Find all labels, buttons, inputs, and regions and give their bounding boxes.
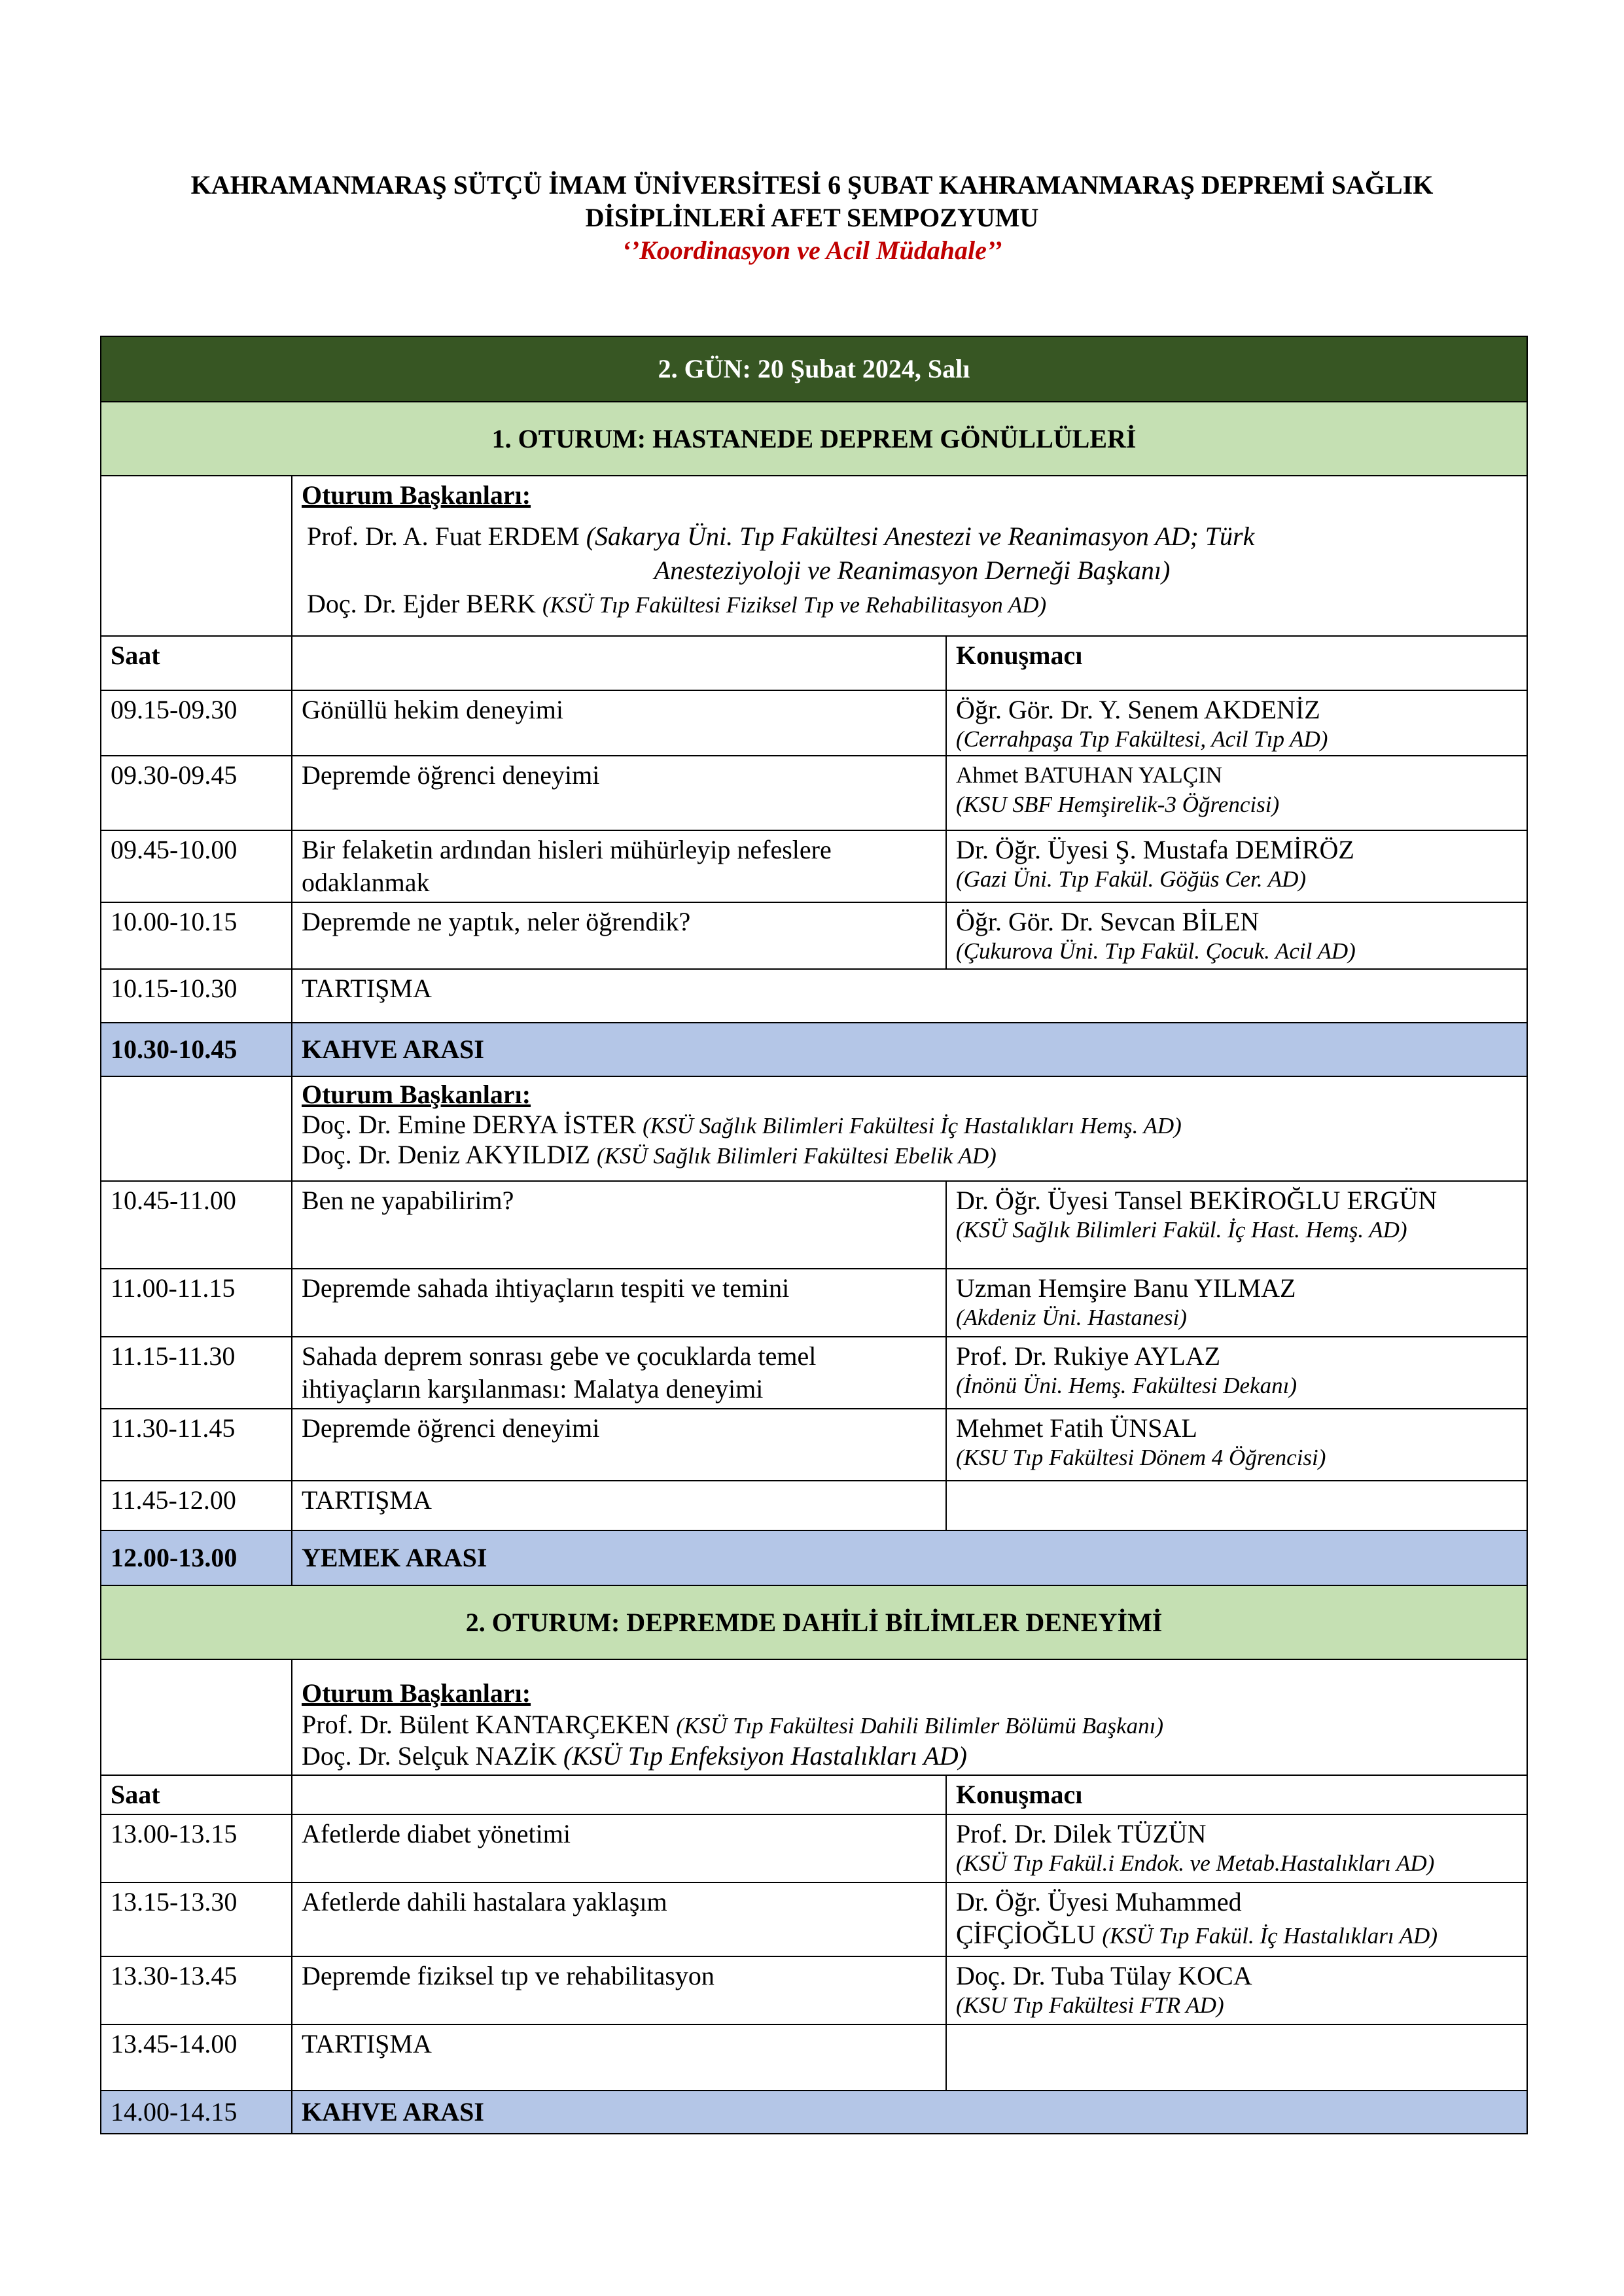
speaker-name: Öğr. Gör. Dr. Y. Senem AKDENİZ [956, 695, 1320, 724]
topic-cell: Bir felaketin ardından hisleri mühürleyip nefeslere odaklanmak [292, 830, 946, 902]
time-cell: 11.30-11.45 [101, 1409, 292, 1481]
time-cell: 13.45-14.00 [101, 2024, 292, 2091]
speaker-inst: (KSÜ Sağlık Bilimleri Fakül. İç Hast. Hemş. AD) [956, 1217, 1407, 1243]
discussion-label: TARTIŞMA [292, 2024, 946, 2091]
time-cell: 13.00-13.15 [101, 1814, 292, 1882]
time-cell: 09.45-10.00 [101, 830, 292, 902]
chair-2 [302, 1140, 1517, 1170]
chairs-cell [292, 1076, 1527, 1181]
speaker-inst: (KSÜ Tıp Fakül.i Endok. ve Metab.Hastalıkları AD) [956, 1850, 1435, 1876]
table-row [101, 1814, 1527, 1882]
coffee-break-row [101, 2091, 1527, 2134]
time-cell: 10.30-10.45 [101, 1023, 292, 1076]
empty-cell [946, 1481, 1527, 1530]
chairs-label: Oturum Başkanları: [302, 480, 531, 510]
col-time-header: Saat [101, 636, 292, 690]
chair-name: Doç. Dr. Deniz AKYILDIZ [302, 1140, 590, 1169]
column-header-row [101, 1775, 1527, 1814]
chair-2 [302, 1740, 1517, 1772]
topic-cell: Depremde ne yaptık, neler öğrendik? [292, 902, 946, 969]
column-header-row [101, 636, 1527, 690]
time-cell: 12.00-13.00 [101, 1530, 292, 1585]
speaker-name: Prof. Dr. Dilek TÜZÜN [956, 1819, 1207, 1848]
time-cell: 10.45-11.00 [101, 1181, 292, 1269]
empty-cell [292, 636, 946, 690]
speaker-inst: (Akdeniz Üni. Hastanesi) [956, 1305, 1187, 1330]
speaker-name: Dr. Öğr. Üyesi Ş. Mustafa DEMİRÖZ [956, 835, 1354, 864]
title-line-2: DİSİPLİNLERİ AFET SEMPOZYUMU [585, 203, 1039, 232]
table-row [101, 902, 1527, 969]
speaker-cell [946, 1269, 1527, 1337]
subtitle: ‘’Koordinasyon ve Acil Müdahale’’ [622, 236, 1002, 265]
chair-name: Prof. Dr. Bülent KANTARÇEKEN [302, 1710, 670, 1739]
chairs-label: Oturum Başkanları: [302, 1080, 531, 1109]
discussion-row [101, 969, 1527, 1023]
topic-cell: Depremde fiziksel tıp ve rehabilitasyon [292, 1956, 946, 2024]
table-row [101, 1882, 1527, 1956]
discussion-label: TARTIŞMA [292, 969, 1527, 1023]
col-speaker-header: Konuşmacı [946, 1775, 1527, 1814]
col-time-header: Saat [101, 1775, 292, 1814]
speaker-inst: (İnönü Üni. Hemş. Fakültesi Dekanı) [956, 1373, 1297, 1398]
lunch-break-row [101, 1530, 1527, 1585]
time-cell: 13.15-13.30 [101, 1882, 292, 1956]
topic-cell: Depremde öğrenci deneyimi [292, 756, 946, 830]
empty-cell [292, 1775, 946, 1814]
break-label: YEMEK ARASI [292, 1530, 1527, 1585]
speaker-cell [946, 1956, 1527, 2024]
table-row [101, 1409, 1527, 1481]
speaker-name: Prof. Dr. Rukiye AYLAZ [956, 1341, 1221, 1371]
session-1-chairs-row [101, 476, 1527, 636]
chairs-cell [292, 476, 1527, 636]
topic-cell: Depremde sahada ihtiyaçların tespiti ve temini [292, 1269, 946, 1337]
topic-cell: Afetlerde diabet yönetimi [292, 1814, 946, 1882]
chair-inst: (KSÜ Sağlık Bilimleri Fakültesi İç Hastalıkları Hemş. AD) [643, 1113, 1182, 1139]
col-speaker-header: Konuşmacı [946, 636, 1527, 690]
session-2-chairs-row [101, 1659, 1527, 1775]
title-line-1: KAHRAMANMARAŞ SÜTÇÜ İMAM ÜNİVERSİTESİ 6 ŞUBAT KAHRAMANMARAŞ DEPREMİ SAĞLIK [190, 170, 1434, 200]
chair-inst: (Sakarya Üni. Tıp Fakültesi Anestezi ve Reanimasyon AD; Türk [586, 521, 1255, 551]
topic-cell: Gönüllü hekim deneyimi [292, 690, 946, 756]
topic-cell: Ben ne yapabilirim? [292, 1181, 946, 1269]
session-2-title: 2. OTURUM: DEPREMDE DAHİLİ BİLİMLER DENEYİMİ [101, 1585, 1527, 1659]
speaker-cell [946, 1337, 1527, 1409]
chair-name: Prof. Dr. A. Fuat ERDEM [307, 521, 580, 551]
topic-cell: Sahada deprem sonrası gebe ve çocuklarda temel ihtiyaçların karşılanması: Malatya deneyimi [292, 1337, 946, 1409]
chair-name: Doç. Dr. Selçuk NAZİK [302, 1741, 557, 1771]
chair-inst: (KSÜ Tıp Enfeksiyon Hastalıkları AD) [563, 1741, 967, 1771]
topic-cell: Afetlerde dahili hastalara yaklaşım [292, 1882, 946, 1956]
speaker-name: Uzman Hemşire Banu YILMAZ [956, 1273, 1296, 1303]
chair-name: Doç. Dr. Emine DERYA İSTER [302, 1110, 637, 1139]
table-row [101, 1181, 1527, 1269]
break-label: KAHVE ARASI [292, 1023, 1527, 1076]
document-header [0, 169, 1624, 267]
empty-cell [101, 1076, 292, 1181]
day-title: 2. GÜN: 20 Şubat 2024, Salı [101, 336, 1527, 402]
speaker-name: Öğr. Gör. Dr. Sevcan BİLEN [956, 907, 1260, 936]
empty-cell [946, 2024, 1527, 2091]
table-row [101, 756, 1527, 830]
session-1-title: 1. OTURUM: HASTANEDE DEPREM GÖNÜLLÜLERİ [101, 402, 1527, 476]
chair-1 [302, 520, 1517, 588]
chair-inst: (KSÜ Tıp Fakültesi Fiziksel Tıp ve Rehabilitasyon AD) [542, 592, 1047, 618]
chairs-label: Oturum Başkanları: [302, 1678, 531, 1708]
coffee-break-row [101, 1023, 1527, 1076]
chairs-cell [292, 1659, 1527, 1775]
speaker-inst: (KSU SBF Hemşirelik-3 Öğrencisi) [956, 792, 1280, 817]
speaker-name: Dr. Öğr. Üyesi Tansel BEKİROĞLU ERGÜN [956, 1186, 1438, 1215]
chair-1 [302, 1110, 1517, 1140]
time-cell: 10.15-10.30 [101, 969, 292, 1023]
program-table [100, 336, 1528, 2134]
speaker-inst: (KSU Tıp Fakültesi FTR AD) [956, 1992, 1224, 2018]
speaker-inst: (Gazi Üni. Tıp Fakül. Göğüs Cer. AD) [956, 866, 1307, 892]
table-row [101, 1956, 1527, 2024]
speaker-inst: (KSU Tıp Fakültesi Dönem 4 Öğrencisi) [956, 1445, 1326, 1470]
speaker-name: Dr. Öğr. Üyesi Muhammed [956, 1887, 1242, 1916]
chair-2 [302, 588, 1517, 620]
day-header-row [101, 336, 1527, 402]
empty-cell [101, 476, 292, 636]
discussion-row [101, 1481, 1527, 1530]
session-2-header-row [101, 1585, 1527, 1659]
speaker-cell [946, 1882, 1527, 1956]
speaker-inst: (Çukurova Üni. Tıp Fakül. Çocuk. Acil AD) [956, 938, 1356, 964]
empty-cell [101, 1659, 292, 1775]
speaker-name: Ahmet BATUHAN YALÇIN [956, 762, 1223, 788]
session-1-header-row [101, 402, 1527, 476]
time-cell: 10.00-10.15 [101, 902, 292, 969]
time-cell: 11.15-11.30 [101, 1337, 292, 1409]
time-cell: 09.30-09.45 [101, 756, 292, 830]
table-row [101, 1337, 1527, 1409]
speaker-cell [946, 690, 1527, 756]
table-row [101, 1269, 1527, 1337]
time-cell: 11.00-11.15 [101, 1269, 292, 1337]
speaker-cell [946, 902, 1527, 969]
speaker-cell [946, 756, 1527, 830]
chair-inst-cont: Anesteziyoloji ve Reanimasyon Derneği Başkanı) [654, 556, 1171, 585]
time-cell: 09.15-09.30 [101, 690, 292, 756]
speaker-name-cont: ÇİFÇİOĞLU [956, 1920, 1096, 1949]
speaker-inst: (KSÜ Tıp Fakül. İç Hastalıkları AD) [1102, 1923, 1438, 1949]
chair-1 [302, 1709, 1517, 1740]
speaker-cell [946, 1181, 1527, 1269]
break-label: KAHVE ARASI [292, 2091, 1527, 2134]
time-cell: 13.30-13.45 [101, 1956, 292, 2024]
discussion-label: TARTIŞMA [292, 1481, 946, 1530]
table-row [101, 690, 1527, 756]
session-1b-chairs-row [101, 1076, 1527, 1181]
speaker-name: Doç. Dr. Tuba Tülay KOCA [956, 1961, 1252, 1990]
chair-inst: (KSÜ Sağlık Bilimleri Fakültesi Ebelik AD) [597, 1143, 997, 1169]
table-row [101, 830, 1527, 902]
chair-inst: (KSÜ Tıp Fakültesi Dahili Bilimler Bölümü Başkanı) [676, 1713, 1163, 1739]
speaker-cell [946, 830, 1527, 902]
speaker-name: Mehmet Fatih ÜNSAL [956, 1413, 1197, 1443]
speaker-inst: (Cerrahpaşa Tıp Fakültesi, Acil Tıp AD) [956, 726, 1328, 752]
topic-cell: Depremde öğrenci deneyimi [292, 1409, 946, 1481]
chair-name: Doç. Dr. Ejder BERK [307, 589, 536, 618]
time-cell: 14.00-14.15 [101, 2091, 292, 2134]
speaker-cell [946, 1814, 1527, 1882]
speaker-cell [946, 1409, 1527, 1481]
time-cell: 11.45-12.00 [101, 1481, 292, 1530]
discussion-row [101, 2024, 1527, 2091]
